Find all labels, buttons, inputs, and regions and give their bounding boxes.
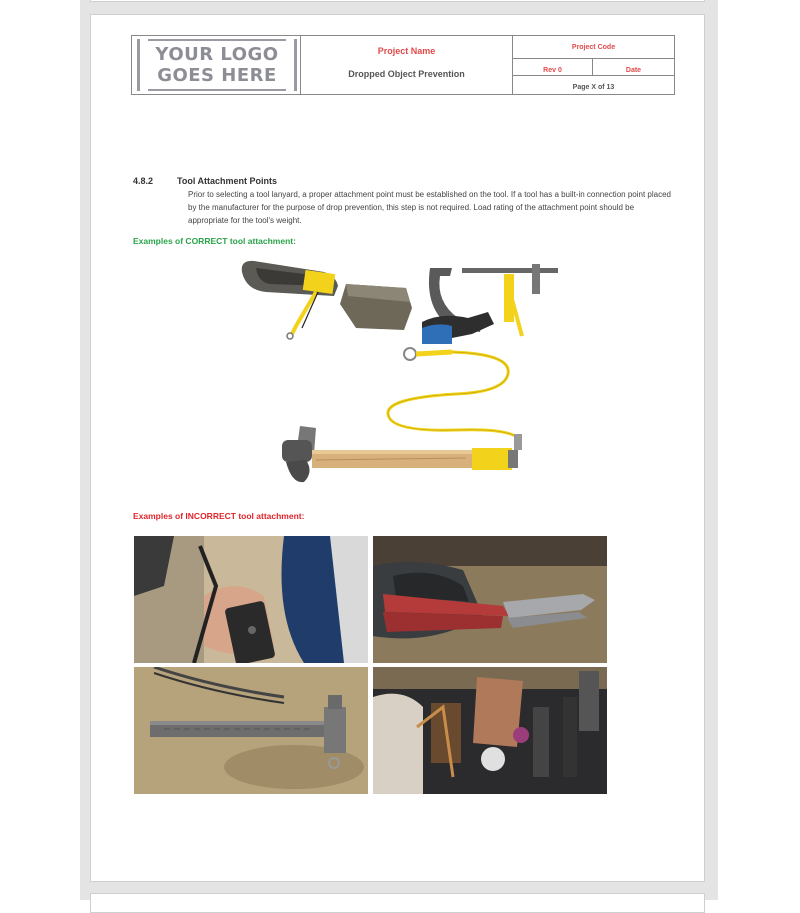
document-header-table: [131, 35, 675, 95]
incorrect-examples-heading: Examples of INCORRECT tool attachment:: [133, 511, 305, 521]
page-number: Page X of 13: [572, 84, 615, 91]
correct-example-photo-3: [276, 344, 534, 490]
incorrect-example-photo-3: [134, 667, 368, 794]
section-paragraph: Prior to selecting a tool lanyard, a proper attachment point must be established on the tool. If a tool has a built-in connection point placed by the manufacturer for the purpose of drop prevention, this step is not required. Load rating of the attachment point should be appropriate for the tool's weight.: [188, 190, 671, 225]
hammer-ground-illustration: [134, 667, 368, 794]
logo-placeholder: [141, 39, 293, 91]
logo-cell: [132, 36, 301, 94]
tool-bag-illustration: [373, 667, 607, 794]
date-cell: [593, 59, 674, 75]
hammer-lanyard-illustration: [276, 344, 534, 490]
rev-cell: [513, 59, 593, 75]
page-row: [513, 76, 674, 94]
logo-text-line1: YOUR LOGO: [155, 44, 279, 65]
next-page-edge: [90, 893, 705, 913]
previous-page-edge: [90, 0, 705, 2]
pliers-illustration: [373, 536, 607, 663]
project-code-row: [513, 36, 674, 59]
revision: Rev 0: [543, 67, 562, 74]
correct-examples-heading: Examples of CORRECT tool attachment:: [133, 236, 296, 246]
logo-text-line2: GOES HERE: [157, 65, 277, 86]
rev-date-row: [513, 59, 674, 76]
incorrect-example-photo-1: [134, 536, 368, 663]
section-title: Tool Attachment Points: [177, 176, 277, 186]
incorrect-example-photo-2: [373, 536, 607, 663]
project-code: Project Code: [571, 44, 616, 51]
tool-wrap-illustration: [236, 256, 418, 342]
document-title: Dropped Object Prevention: [348, 69, 465, 79]
incorrect-example-photo-4: [373, 667, 607, 794]
correct-example-photo-1: [236, 256, 418, 342]
section-number: 4.8.2: [133, 176, 154, 186]
radio-illustration: [134, 536, 368, 663]
correct-example-photo-2: [422, 262, 562, 344]
meta-cell: [513, 36, 674, 94]
date: Date: [625, 67, 642, 74]
c-clamp-illustration: [422, 262, 562, 344]
project-name: Project Name: [377, 46, 436, 56]
title-cell: [301, 36, 513, 94]
